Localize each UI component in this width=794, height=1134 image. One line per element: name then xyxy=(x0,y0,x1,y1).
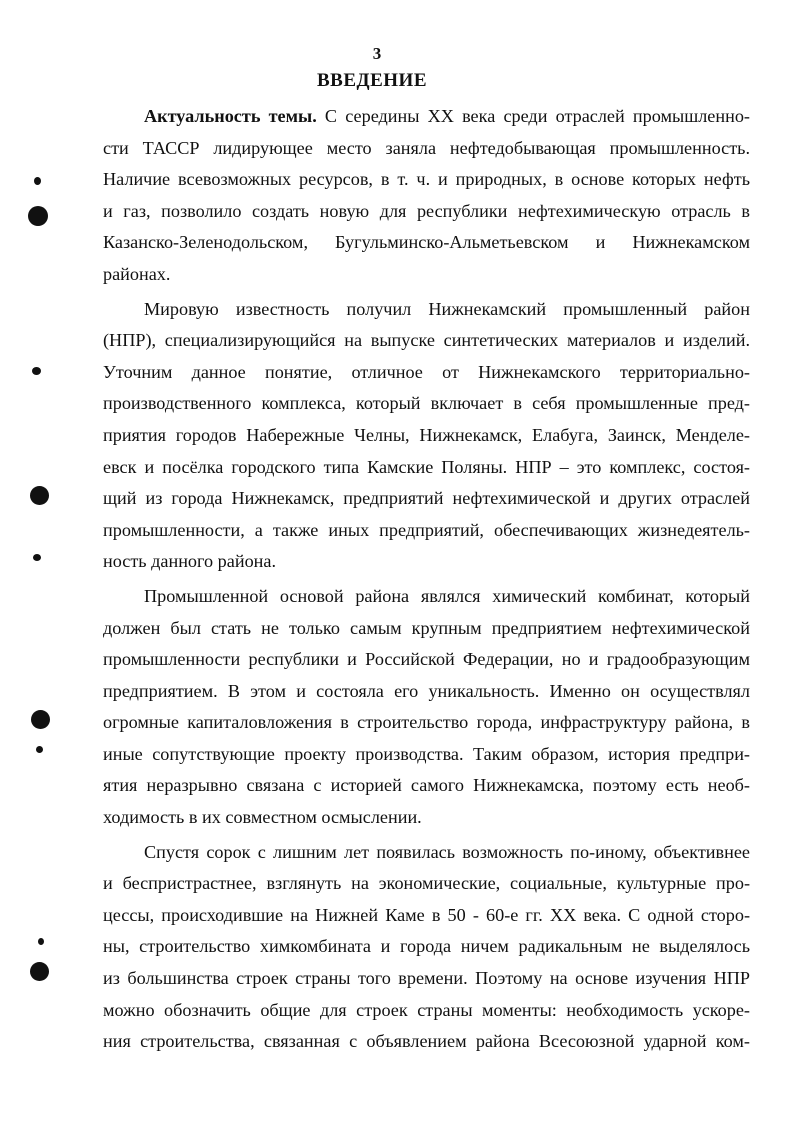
document-body xyxy=(103,101,750,1058)
text-line: промышленности, а также иных предприятий, обеспечивающих жизнедеятель- xyxy=(103,519,750,540)
text-line: огромные капиталовложения в строительство города, инфраструктуру района, в xyxy=(103,712,750,733)
binder-hole-mark xyxy=(33,554,41,561)
binder-hole-mark xyxy=(36,746,43,753)
text-line: Мировую известность получил Нижнекамский промышленный район xyxy=(144,298,750,319)
page-title: ВВЕДЕНИЕ xyxy=(317,70,427,91)
text-line: Казанско-Зеленодольском, Бугульминско-Альметьевском и Нижнекамском xyxy=(103,232,750,253)
paragraph-chemical-plant xyxy=(103,581,750,834)
text-line: Наличие всевозможных ресурсов, в т. ч. и природных, в основе которых нефть xyxy=(103,169,750,190)
text-line: ходимость в их совместном осмыслении. xyxy=(103,807,422,828)
text-line: промышленности республики и Российской Федерации, но и градообразующим xyxy=(103,649,750,670)
text-line: и газ, позволило создать новую для республики нефтехимическую отрасль в xyxy=(103,200,750,221)
text-line: щий из города Нижнекамск, предприятий нефтехимической и других отраслей xyxy=(103,488,750,509)
text-line: цессы, происходившие на Нижней Каме в 50 - 60-е гг. XX века. С одной сторо- xyxy=(103,904,750,925)
binder-hole-mark xyxy=(28,206,48,226)
text-line: должен был стать не только самым крупным предприятием нефтехимической xyxy=(103,617,750,638)
relevance-heading: Актуальность темы. xyxy=(144,106,317,126)
text-line: сти ТАССР лидирующее место заняла нефтедобывающая промышленность. xyxy=(103,137,750,158)
text-line: Промышленной основой района являлся химический комбинат, который xyxy=(144,585,750,606)
binder-hole-mark xyxy=(38,938,44,945)
binder-hole-mark xyxy=(31,710,50,729)
text-line: евск и посёлка городского типа Камские Поляны. НПР – это комплекс, состоя- xyxy=(103,456,750,477)
text-line: Актуальность темы. С середины XX века среди отраслей промышленно- xyxy=(144,106,750,126)
text-line: Уточним данное понятие, отличное от Нижнекамского территориально- xyxy=(103,361,750,382)
text-line: и беспристрастнее, взглянуть на экономические, социальные, культурные про- xyxy=(103,873,750,894)
text-line: ния строительства, связанная с объявлением района Всесоюзной ударной ком- xyxy=(103,1031,750,1052)
text-line: ность данного района. xyxy=(103,551,277,572)
paragraph-npr xyxy=(103,294,750,578)
paragraph-relevance xyxy=(103,101,750,291)
binder-hole-mark xyxy=(34,177,41,185)
binder-hole-mark xyxy=(30,962,49,981)
text-line: производственного комплекса, который включает в себя промышленные пред- xyxy=(103,393,750,414)
text-line: иные сопутствующие проекту производства. Таким образом, история предпри- xyxy=(103,743,750,764)
text-line: ятия неразрывно связана с историей самого Нижнекамска, поэтому есть необ- xyxy=(103,775,750,796)
paragraph-forty-years xyxy=(103,837,750,1058)
text-line: Спустя сорок с лишним лет появилась возможность по-иному, объективнее xyxy=(144,841,750,862)
page-number: 3 xyxy=(372,44,382,63)
text-line: из большинства строек страны того времени. Поэтому на основе изучения НПР xyxy=(103,968,750,989)
text-line: районах. xyxy=(103,263,171,284)
text-line: приятия городов Набережные Челны, Нижнекамск, Елабуга, Заинск, Менделе- xyxy=(103,424,750,445)
text-line: можно обозначить общие для строек страны моменты: необходимость ускоре- xyxy=(103,999,750,1020)
text-line: предприятием. В этом и состояла его уникальность. Именно он осуществлял xyxy=(103,680,750,701)
text-line: ны, строительство химкомбината и города ничем радикальным не выделялось xyxy=(103,936,750,957)
binder-hole-mark xyxy=(32,367,41,375)
text-line: (НПР), специализирующийся на выпуске синтетических материалов и изделий. xyxy=(103,330,750,351)
binder-hole-mark xyxy=(30,486,49,505)
